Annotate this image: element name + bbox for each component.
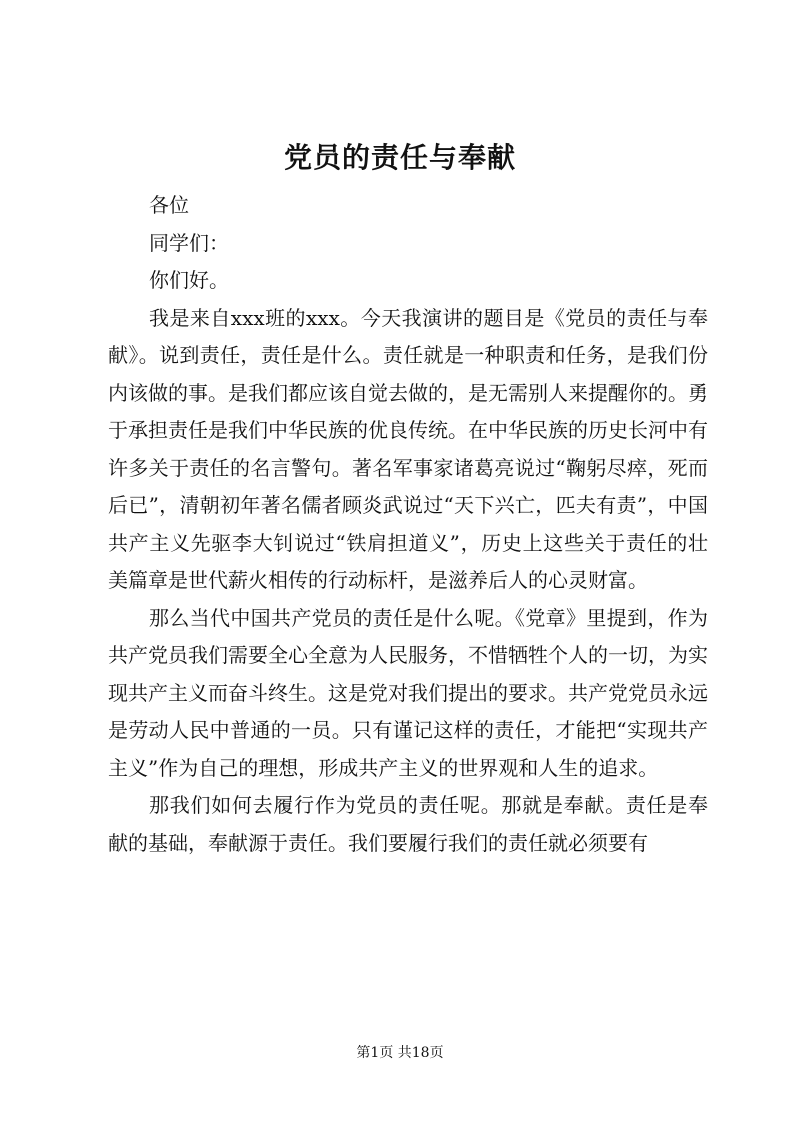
- document-body: [108, 187, 708, 862]
- greeting-line: 你们好。: [149, 268, 229, 292]
- greeting-line: 同学们：: [149, 230, 229, 255]
- body-paragraph: 那么当代中国共产党员的责任是什么呢。《党章》里提到，作为共产党员我们需要全心全意为人民服务，不惜牺牲个人的一切，为实现共产主义而奋斗终生。这是党对我们提出的要求。共产党党员永远是劳动人民中普通的一员。只有谨记这样的责任，才能把“实现共产主义”作为自己的理想，形成共产主义的世界观和人生的追求。: [108, 605, 708, 780]
- page-number-footer: 第1页 共18页: [356, 1045, 444, 1061]
- body-paragraph: 那我们如何去履行作为党员的责任呢。那就是奉献。责任是奉献的基础，奉献源于责任。我们要履行我们的责任就必须要有: [108, 793, 708, 855]
- greeting-line: 各位: [149, 193, 189, 217]
- document-title: 党员的责任与奉献: [283, 141, 516, 174]
- body-paragraph: 我是来自xxx班的xxx。今天我演讲的题目是《党员的责任与奉献》。说到责任，责任是什么。责任就是一种职责和任务，是我们份内该做的事。是我们都应该自觉去做的，是无需别人来提醒你的。勇于承担责任是我们中华民族的优良传统。在中华民族的历史长河中有许多关于责任的名言警句。著名军事家诸葛亮说过“鞠躬尽瘁，死而后已”，清朝初年著名儒者顾炎武说过“天下兴亡，匹夫有责”，中国共产主义先驱李大钊说过“铁肩担道义”，历史上这些关于责任的壮美篇章是世代薪火相传的行动标杆，是滋养后人的心灵财富。: [108, 305, 708, 592]
